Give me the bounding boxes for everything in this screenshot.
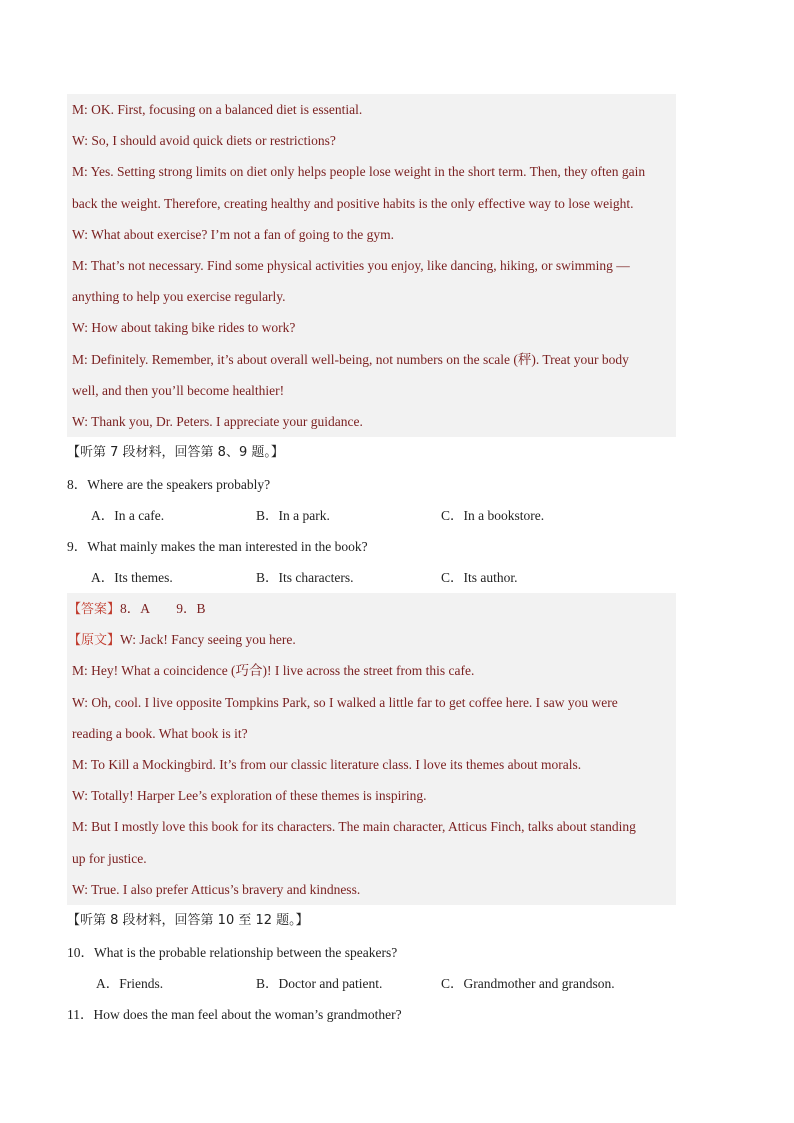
- transcript-line: W: So, I should avoid quick diets or restrictions?: [72, 133, 336, 149]
- question-9-option-c[interactable]: C．Its author.: [441, 570, 518, 585]
- answer-block-7: [67, 593, 676, 905]
- question-8-stem: 8．Where are the speakers probably?: [67, 477, 271, 492]
- transcript-line: W: Jack! Fancy seeing you here.: [120, 632, 296, 648]
- script-first-line: [67, 624, 676, 655]
- transcript-block-6: [67, 94, 676, 437]
- question-11-stem: 11．How does the man feel about the woman’s grandmother?: [67, 1007, 402, 1022]
- transcript-line: W: Oh, cool. I live opposite Tompkins Park, so I walked a little far to get coffee here. I saw you were: [72, 694, 618, 710]
- question-10-option-a[interactable]: A．Friends.: [96, 976, 164, 991]
- transcript-line: W: True. I also prefer Atticus’s bravery and kindness.: [72, 881, 361, 897]
- transcript-line: anything to help you exercise regularly.: [72, 289, 286, 305]
- question-10-option-c[interactable]: C．Grandmother and grandson.: [441, 976, 615, 991]
- answer-text: 8．A 9．B: [120, 601, 206, 616]
- transcript-line: M: But I mostly love this book for its characters. The main character, Atticus Finch, talks about standing: [72, 819, 636, 835]
- transcript-line: up for justice.: [72, 850, 147, 866]
- question-10-option-b[interactable]: B．Doctor and patient.: [256, 976, 383, 991]
- transcript-line: M: To Kill a Mockingbird. It’s from our classic literature class. I love its themes about morals.: [72, 756, 582, 772]
- question-8-option-a[interactable]: A．In a cafe.: [91, 508, 165, 523]
- transcript-line: M: Yes. Setting strong limits on diet only helps people lose weight in the short term. Then, they often gain: [72, 164, 646, 180]
- section-8-header: 【听第 8 段材料，回答第 10 至 12 题。】: [67, 913, 309, 928]
- question-9-option-b[interactable]: B．Its characters.: [256, 570, 354, 585]
- transcript-line: W: Thank you, Dr. Peters. I appreciate your guidance.: [72, 413, 363, 429]
- transcript-line: back the weight. Therefore, creating healthy and positive habits is the only effective way to lose weight.: [72, 195, 634, 211]
- question-9-option-a[interactable]: A．Its themes.: [91, 570, 173, 585]
- transcript-line: M: OK. First, focusing on a balanced diet is essential.: [72, 102, 363, 117]
- script-tag: 【原文】: [68, 633, 121, 649]
- transcript-line: reading a book. What book is it?: [72, 725, 248, 741]
- section-7-header: 【听第 7 段材料，回答第 8、9 题。】: [67, 445, 284, 460]
- question-9-stem: 9．What mainly makes the man interested in the book?: [67, 539, 368, 554]
- transcript-line: W: What about exercise? I’m not a fan of going to the gym.: [72, 226, 395, 242]
- question-10-stem: 10．What is the probable relationship between the speakers?: [67, 945, 398, 960]
- answer-line: [67, 593, 676, 624]
- answer-tag: 【答案】: [68, 602, 121, 617]
- transcript-line: W: How about taking bike rides to work?: [72, 320, 296, 336]
- question-8-option-b[interactable]: B．In a park.: [256, 508, 330, 523]
- transcript-line: M: Definitely. Remember, it’s about overall well-being, not numbers on the scale (秤). Treat your body: [72, 351, 629, 367]
- question-8-option-c[interactable]: C．In a bookstore.: [441, 508, 545, 523]
- transcript-line: W: Totally! Harper Lee’s exploration of these themes is inspiring.: [72, 788, 427, 804]
- transcript-line: well, and then you’ll become healthier!: [72, 382, 285, 398]
- transcript-line: M: That’s not necessary. Find some physical activities you enjoy, like dancing, hiking, or swimming —: [72, 257, 630, 273]
- transcript-line: M: Hey! What a coincidence (巧合)! I live across the street from this cafe.: [72, 663, 475, 679]
